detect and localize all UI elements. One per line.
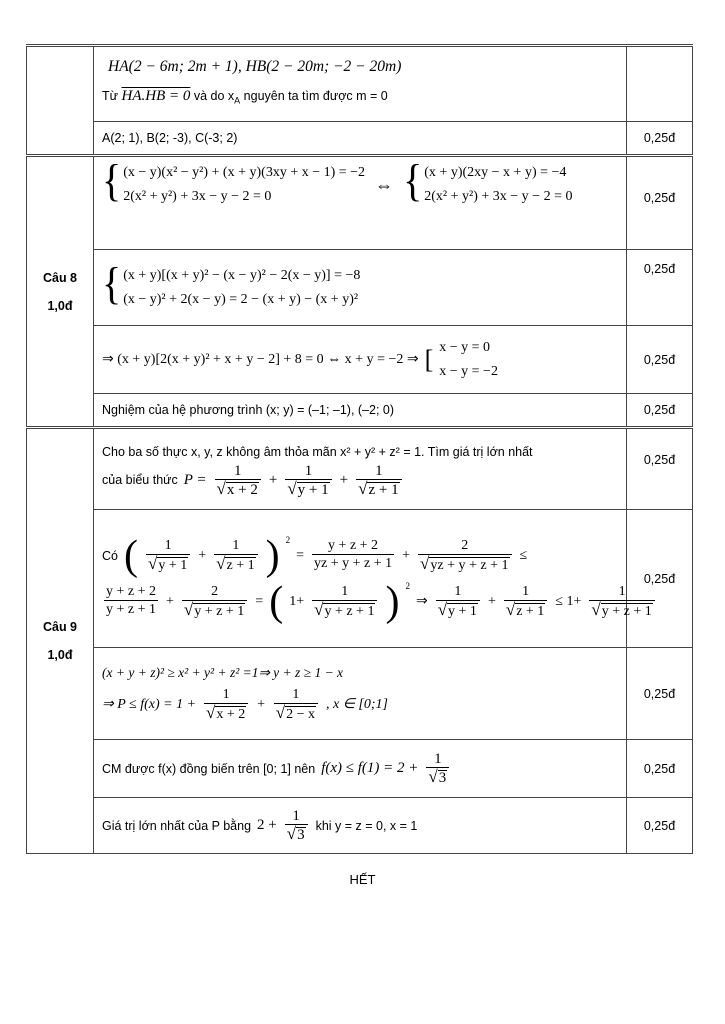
score: 0,25đ	[627, 798, 693, 854]
table-row	[27, 326, 693, 394]
score: 0,25đ	[627, 156, 693, 250]
table-row	[27, 510, 693, 648]
score: 0,25đ	[627, 250, 693, 326]
table-row	[27, 122, 693, 156]
score: 0,25đ	[627, 648, 693, 740]
cau9-step3: (x + y + z)² ≥ x² + y² + z² =1⇒ y + z ≥ 1 − x ⇒ P ≤ f(x) = 1 + 1 √ x + 2 + 1 √ 2 − x , x ∈ [0;1]	[94, 648, 627, 740]
points-text: A(2; 1), B(2; -3), C(-3; 2)	[94, 122, 627, 156]
table-row	[27, 394, 693, 428]
cau9-step5: Giá trị lớn nhất của P bằng 2 + 1 √ 3 khi y = z = 0, x = 1	[94, 798, 627, 854]
score: 0,25đ	[627, 122, 693, 156]
table-row	[27, 250, 693, 326]
table-row	[27, 156, 693, 250]
table-row	[27, 740, 693, 798]
question-label: Câu 8	[42, 270, 78, 285]
question-label: Câu 9	[42, 620, 78, 634]
score: 0,25đ	[627, 428, 693, 510]
score: 0,25đ	[627, 394, 693, 428]
score: 0,25đ	[627, 740, 693, 798]
vector-line: HA(2 − 6m; 2m + 1), HB(2 − 20m; −2 − 20m)	[108, 58, 402, 76]
question-points: 1,0đ	[47, 298, 73, 313]
table-row	[27, 46, 693, 122]
question-label-cell	[27, 428, 94, 854]
cau8-step4: Nghiệm của hệ phương trình (x; y) = (–1; –1), (–2; 0)	[94, 394, 627, 428]
table-row	[27, 798, 693, 854]
cau8-step1: { (x − y)(x² − y²) + (x + y)(3xy + x − 1) = −2 2(x² + y²) + 3x − y − 2 = 0 ⇔ { (x + y)(2xy − x + y) = −4 2(x² + y²) + 3x − y − 2 = 0	[94, 156, 627, 250]
condition-line: Từ HA.HB = 0 và do $x_A$ nguyên ta tìm được m = 0	[102, 88, 388, 106]
end-marker: HẾT	[349, 872, 376, 887]
cau9-step4: CM được f(x) đồng biến trên [0; 1] nên f(x) ≤ f(1) = 2 + 1 √ 3	[94, 740, 627, 798]
answer-table	[26, 44, 693, 854]
table-row	[27, 428, 693, 510]
vector-cell	[94, 46, 627, 122]
cau8-step3: ⇒ (x + y)[2(x + y)² + x + y − 2] + 8 = 0 ⇔ x + y = −2 ⇒ [ x − y = 0 x − y = −2	[94, 326, 627, 394]
score: 0,25đ	[627, 326, 693, 394]
cau8-step2: { (x + y)[(x + y)² − (x − y)² − 2(x − y)] = −8 (x − y)² + 2(x − y) = 2 − (x + y) − (x + y)²	[94, 250, 627, 326]
question-label-cell	[27, 156, 94, 428]
cau9-step1: Cho ba số thực x, y, z không âm thỏa mãn x² + y² + z² = 1. Tìm giá trị lớn nhất của biểu thức P = 1 √ x + 2 + 1 √ y + 1 + 1 √ z + 1	[94, 428, 627, 510]
table-row	[27, 648, 693, 740]
score: 0,25đ	[627, 510, 693, 648]
cau9-step2: Có ( 1 √ y + 1 + 1 √ z + 1 ) $^2$ = $\frac{y + z + 2}{yz + y + z + 1}$ + 2 √ yz + y + z + 1 ≤ $\frac{y + z + 2}{y + z + 1}$ + 2 √ y + z + 1 = ( 1+ 1 √ y + z + 1 ) $^2$ ⇒ 1 √ y + 1 + 1 √ z + 1 ≤ 1+ 1 √ y + z + 1	[94, 510, 627, 648]
question-points: 1,0đ	[47, 648, 73, 662]
